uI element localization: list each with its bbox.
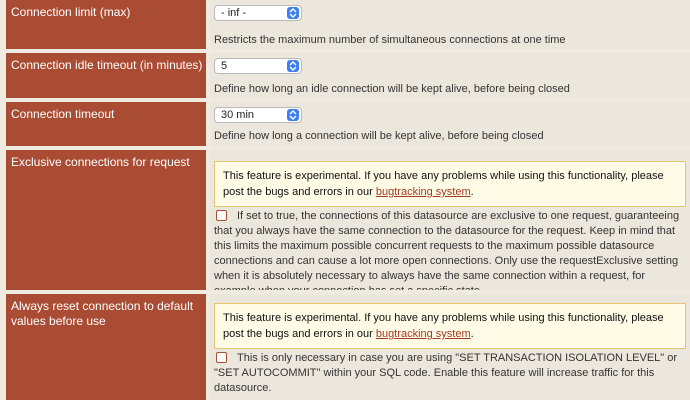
- content-idle-timeout: [210, 53, 690, 98]
- warning-text: This feature is experimental. If you have any problems while using this functionality, please post the bugs and errors in our: [223, 312, 664, 340]
- content-connection-limit: [210, 0, 690, 49]
- label-reset-connection: Always reset connection to default values before use: [6, 294, 206, 400]
- reset-connection-checkbox[interactable]: [216, 352, 227, 363]
- warning-suffix: .: [470, 328, 474, 340]
- warning-suffix: .: [470, 186, 474, 198]
- label-exclusive-connections: Exclusive connections for request: [6, 150, 206, 290]
- experimental-warning: [214, 303, 686, 349]
- label-connection-timeout: Connection timeout: [6, 102, 206, 146]
- content-exclusive-connections: [210, 150, 690, 290]
- description-connection-limit: Restricts the maximum number of simultaneous connections at one time: [214, 34, 566, 46]
- experimental-warning: [214, 161, 686, 207]
- chevron-updown-icon: [287, 7, 299, 19]
- bugtracking-link[interactable]: bugtracking system: [375, 328, 471, 340]
- label-connection-limit: Connection limit (max): [6, 0, 206, 49]
- reset-connection-option: [214, 351, 684, 396]
- checkbox-description: If set to true, the connections of this datasource are exclusive to one request, guaranteeing that you always have the same connection to the datasource for the request. Keep in mind that this limits the maximum possible concurrent requests to the maximum possible datasource connections and can cause a lot more open connections. Only use the requestExclusive setting when it is absolutely necessary to always have the same connection within a request, for: [214, 210, 680, 282]
- chevron-updown-icon: [287, 60, 299, 72]
- description-connection-timeout: Define how long a connection will be kept alive, before being closed: [214, 130, 544, 142]
- select-value: 5: [221, 60, 228, 72]
- connection-timeout-select[interactable]: [214, 107, 302, 123]
- exclusive-connections-checkbox[interactable]: [216, 210, 227, 221]
- content-reset-connection: [210, 294, 690, 400]
- connection-limit-select[interactable]: [214, 5, 302, 21]
- label-idle-timeout: Connection idle timeout (in minutes): [6, 53, 206, 98]
- content-connection-timeout: [210, 102, 690, 146]
- exclusive-connections-option: [214, 209, 684, 299]
- select-value: 30 min: [221, 109, 255, 121]
- select-value: - inf -: [221, 7, 247, 19]
- description-idle-timeout: Define how long an idle connection will be kept alive, before being closed: [214, 83, 570, 95]
- checkbox-description: This is only necessary in case you are using "SET TRANSACTION ISOLATION LEVEL" or "SET AUTOCOMMIT" within your SQL code. Enable this feature will increase traffic for this datasource.: [214, 352, 678, 394]
- warning-text: This feature is experimental. If you have any problems while using this functionality, please post the bugs and errors in our: [223, 170, 664, 198]
- chevron-updown-icon: [287, 109, 299, 121]
- idle-timeout-select[interactable]: [214, 58, 302, 74]
- bugtracking-link[interactable]: bugtracking system: [375, 186, 471, 198]
